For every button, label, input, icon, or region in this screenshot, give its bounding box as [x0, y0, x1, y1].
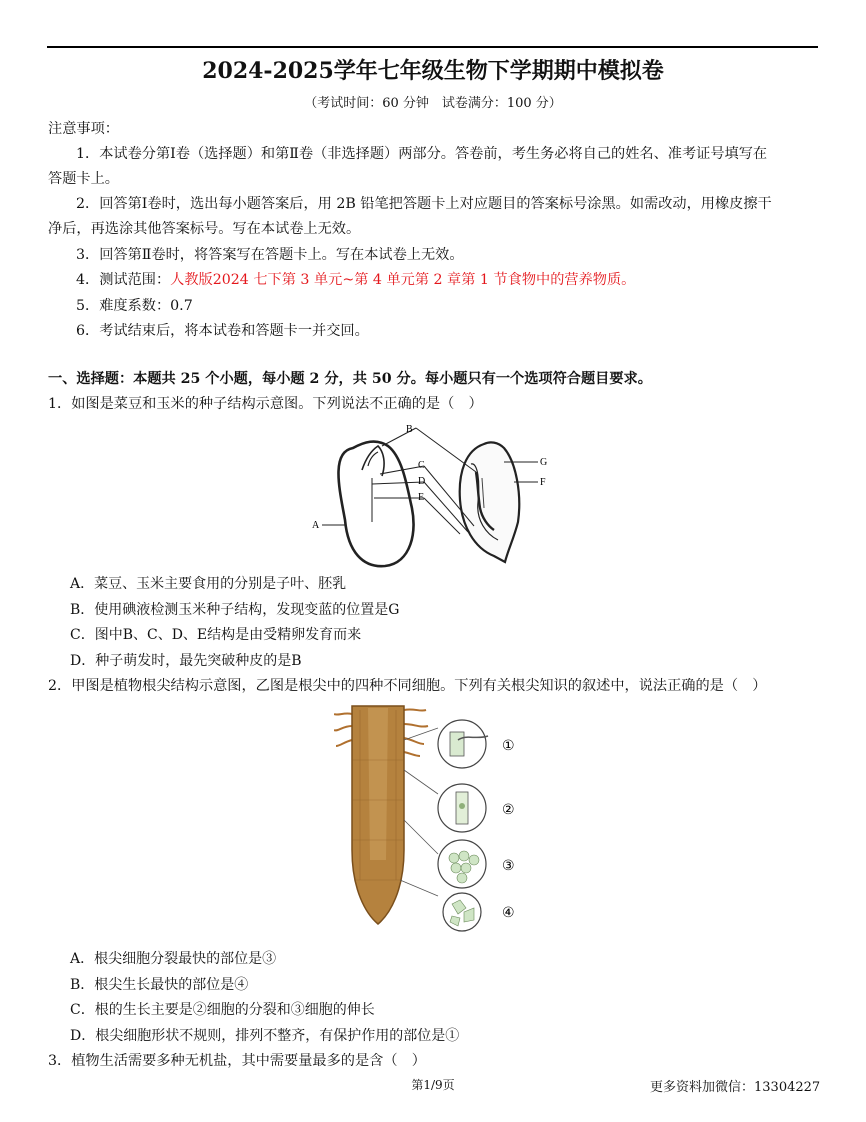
note-2: 2．回答第Ⅰ卷时，选出每小题答案后，用 2B 铅笔把答题卡上对应题目的答案标号涂黑。如需改动，用橡皮擦干 [76, 196, 772, 212]
note-6: 6．考试结束后，将本试卷和答题卡一并交回。 [76, 323, 369, 339]
q1-option-a: A．菜豆、玉米主要食用的分别是子叶、胚乳 [70, 576, 347, 592]
label-C: C [418, 460, 425, 471]
q2-option-d: D．根尖细胞形状不规则，排列不整齐，有保护作用的部位是① [70, 1028, 460, 1044]
root-tip-figure [334, 700, 526, 932]
footer-contact: 更多资料加微信：13304227 [650, 1080, 821, 1095]
q1-option-d: D．种子萌发时，最先突破种皮的是B [70, 653, 302, 669]
exam-info: （考试时间：60 分钟 试卷满分：100 分） [304, 96, 562, 111]
label-3: ③ [502, 858, 515, 874]
question-1-stem: 1．如图是菜豆和玉米的种子结构示意图。下列说法不正确的是（ ） [48, 396, 483, 412]
label-B: B [406, 424, 413, 435]
label-1: ① [502, 738, 515, 754]
label-4: ④ [502, 905, 515, 921]
q1-option-b: B．使用碘液检测玉米种子结构，发现变蓝的位置是G [70, 602, 400, 618]
note-5: 5．难度系数：0.7 [76, 298, 193, 314]
note-4 [76, 269, 635, 289]
note-1-cont: 答题卡上。 [48, 171, 119, 187]
notes-heading: 注意事项： [48, 121, 119, 137]
page-title: 2024-2025学年七年级生物下学期期中模拟卷 [202, 58, 664, 84]
q2-option-b: B．根尖生长最快的部位是④ [70, 977, 249, 993]
q2-option-c: C．根的生长主要是②细胞的分裂和③细胞的伸长 [70, 1002, 375, 1018]
label-G: G [540, 457, 548, 468]
note-2-cont: 净后，再选涂其他答案标号。写在本试卷上无效。 [48, 221, 361, 237]
seed-structure-figure [308, 422, 560, 570]
test-scope: 人教版2024 七下第 3 单元~第 4 单元第 2 章第 1 节食物中的营养物质。 [170, 272, 636, 288]
question-2-stem: 2．甲图是植物根尖结构示意图，乙图是根尖中的四种不同细胞。下列有关根尖知识的叙述中，说法正确的是（ ） [48, 678, 767, 694]
note-1: 1．本试卷分第Ⅰ卷（选择题）和第Ⅱ卷（非选择题）两部分。答卷前，考生务必将自己的姓名、准考证号填写在 [76, 146, 768, 162]
q2-option-a: A．根尖细胞分裂最快的部位是③ [70, 951, 277, 967]
label-2: ② [502, 802, 515, 818]
question-3-stem: 3．植物生活需要多种无机盐，其中需要量最多的是含（ ） [48, 1053, 426, 1069]
label-E: E [418, 492, 425, 503]
label-F: F [540, 477, 546, 488]
label-D: D [418, 476, 426, 487]
q1-option-c: C．图中B、C、D、E结构是由受精卵发育而来 [70, 627, 362, 643]
top-rule [47, 46, 818, 48]
label-A: A [312, 520, 320, 531]
note-4-label: 4．测试范围： [76, 272, 171, 288]
page-number: 第1/9页 [411, 1078, 455, 1092]
note-3: 3．回答第Ⅱ卷时，将答案写在答题卡上。写在本试卷上无效。 [76, 247, 464, 263]
section-heading: 一、选择题：本题共 25 个小题，每小题 2 分，共 50 分。每小题只有一个选项符合题目要求。 [48, 371, 652, 387]
